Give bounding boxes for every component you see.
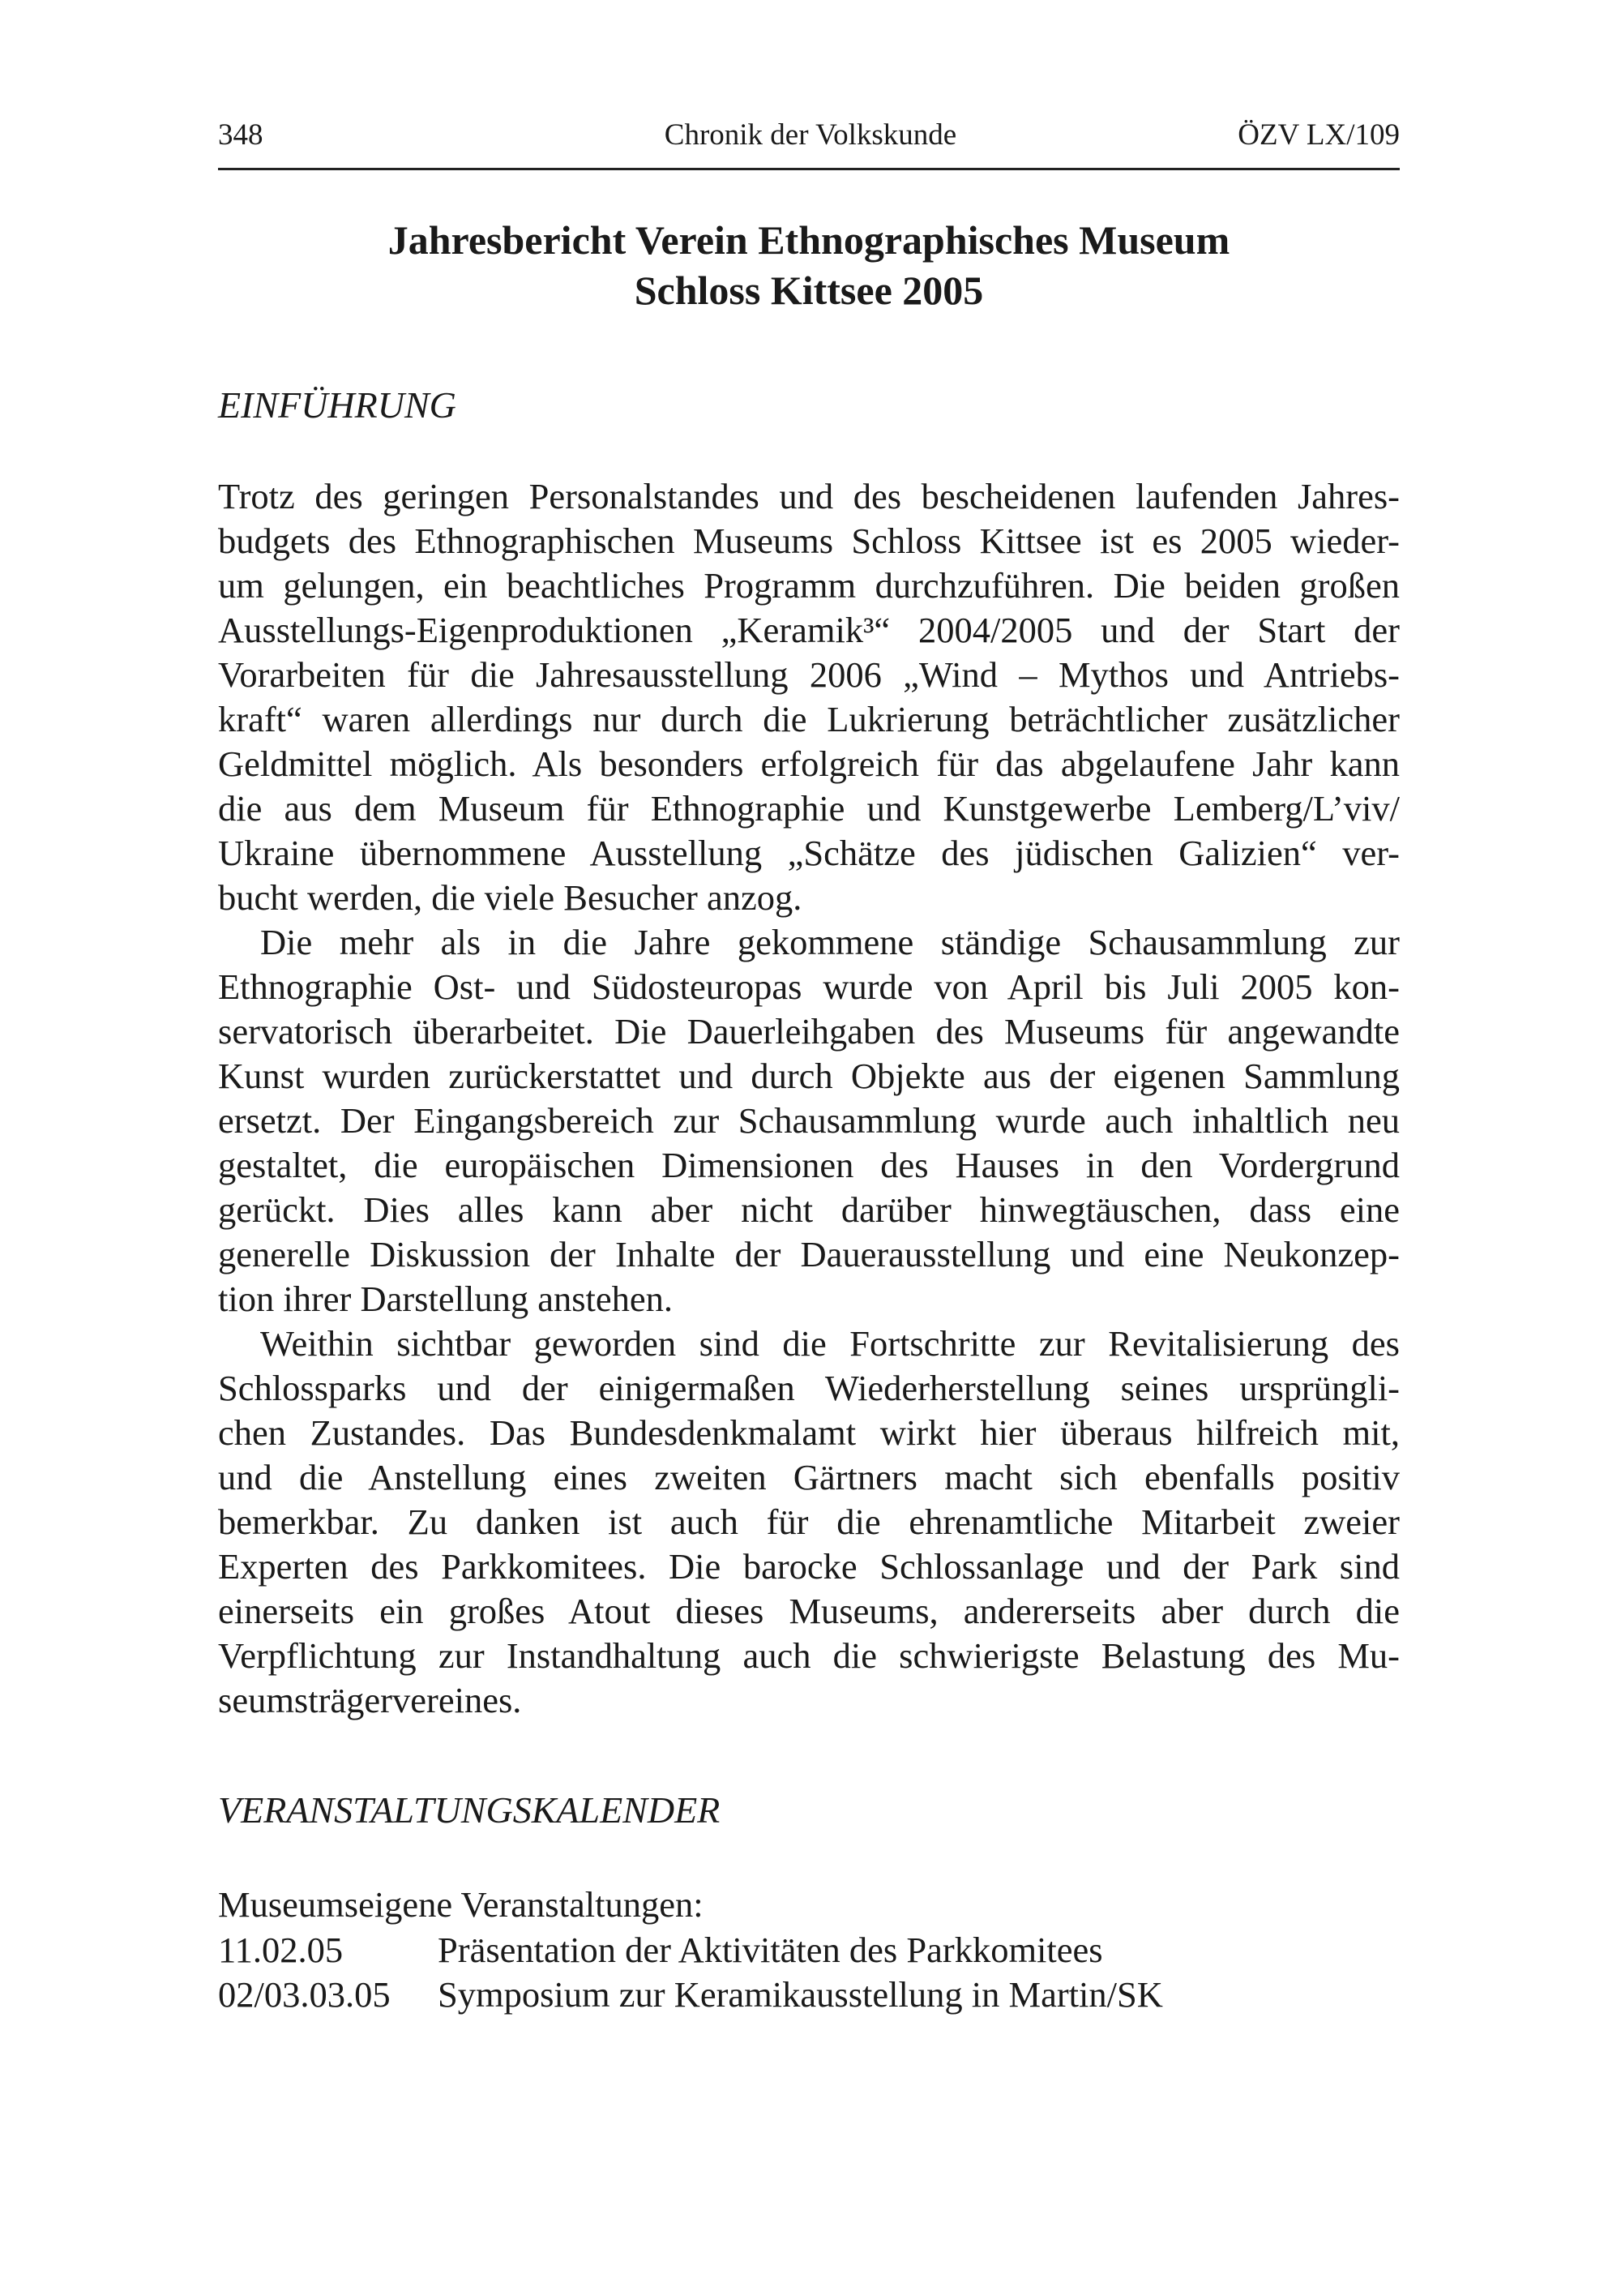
header-rule [218, 168, 1400, 170]
title-line: Jahresbericht Verein Ethnographisches Museum [387, 217, 1230, 263]
event-date: 02/03.03.05 [218, 1974, 391, 2015]
text-line: und die Anstellung eines zweiten Gärtners macht sich ebenfalls positiv [218, 1457, 1400, 1497]
text-line: Vorarbeiten für die Jahresausstellung 2006 „Wind – Mythos und Antriebs- [218, 654, 1400, 695]
calendar-intro: Museumseigene Veranstaltungen: [218, 1884, 704, 1925]
title-line: Schloss Kittsee 2005 [634, 268, 984, 313]
text-line: gestaltet, die europäischen Dimensionen des Hauses in den Vordergrund [218, 1145, 1400, 1185]
paragraph [218, 474, 1400, 920]
text-line: seumsträgervereines. [218, 1680, 522, 1720]
text-line: Geldmittel möglich. Als besonders erfolgreich für das abgelaufene Jahr kann [218, 743, 1400, 784]
text-line: Trotz des geringen Personalstandes und des bescheidenen laufenden Jahres- [218, 476, 1400, 516]
page-number: 348 [218, 118, 263, 152]
event-calendar [218, 1883, 1163, 2018]
text-line: gerückt. Dies alles kann aber nicht darüber hinwegtäuschen, dass eine [218, 1189, 1400, 1230]
body-text [218, 474, 1400, 1723]
text-line: die aus dem Museum für Ethnographie und Kunstgewerbe Lemberg/L’viv/ [218, 788, 1400, 829]
text-line: Ethnographie Ost- und Südosteuropas wurde von April bis Juli 2005 kon- [218, 966, 1400, 1007]
text-line: Ukraine übernommene Ausstellung „Schätze des jüdischen Galizien“ ver- [218, 833, 1400, 873]
paragraph [218, 1321, 1400, 1723]
running-title: Chronik der Volkskunde [664, 118, 957, 152]
text-line: Die mehr als in die Jahre gekommene ständige Schausammlung zur [260, 922, 1400, 962]
event-row [218, 1973, 1163, 2018]
event-row [218, 1928, 1103, 1973]
paragraph [218, 920, 1400, 1321]
text-line: generelle Diskussion der Inhalte der Dauerausstellung und eine Neukonzep- [218, 1234, 1400, 1274]
text-line: Kunst wurden zurückerstattet und durch Objekte aus der eigenen Sammlung [218, 1056, 1400, 1096]
section-heading-veranstaltungskalender: VERANSTALTUNGSKALENDER [218, 1789, 721, 1831]
text-line: um gelungen, ein beachtliches Programm durchzuführen. Die beiden großen [218, 565, 1400, 606]
text-line: budgets des Ethnographischen Museums Schloss Kittsee ist es 2005 wieder- [218, 520, 1400, 561]
section-heading-einfuehrung: EINFÜHRUNG [218, 384, 456, 426]
text-line: chen Zustandes. Das Bundesdenkmalamt wirkt hier überaus hilfreich mit, [218, 1412, 1400, 1453]
text-line: servatorisch überarbeitet. Die Dauerleihgaben des Museums für angewandte [218, 1011, 1400, 1052]
event-date: 11.02.05 [218, 1929, 344, 1970]
text-line: bemerkbar. Zu danken ist auch für die ehrenamtliche Mitarbeit zweier [218, 1501, 1400, 1542]
text-line: ersetzt. Der Eingangsbereich zur Schausammlung wurde auch inhaltlich neu [218, 1100, 1400, 1141]
text-line: Verpflichtung zur Instandhaltung auch die schwierigste Belastung des Mu- [218, 1635, 1400, 1676]
text-line: tion ihrer Darstellung anstehen. [218, 1279, 674, 1319]
article-title [218, 215, 1400, 315]
text-line: Experten des Parkkomitees. Die barocke Schlossanlage und der Park sind [218, 1546, 1400, 1587]
event-text: Symposium zur Keramikausstellung in Martin/SK [438, 1974, 1163, 2015]
text-line: Schlossparks und der einigermaßen Wiederherstellung seines ursprüngli- [218, 1368, 1400, 1408]
event-text: Präsentation der Aktivitäten des Parkkomitees [438, 1929, 1103, 1970]
text-line: kraft“ waren allerdings nur durch die Lukrierung beträchtlicher zusätzlicher [218, 699, 1400, 739]
journal-reference: ÖZV LX/109 [1238, 118, 1400, 152]
text-line: Ausstellungs-Eigenproduktionen „Keramik³“ 2004/2005 und der Start der [218, 610, 1400, 650]
text-line: bucht werden, die viele Besucher anzog. [218, 877, 802, 918]
text-line: Weithin sichtbar geworden sind die Fortschritte zur Revitalisierung des [260, 1323, 1400, 1364]
text-line: einerseits ein großes Atout dieses Museums, andererseits aber durch die [218, 1591, 1400, 1631]
